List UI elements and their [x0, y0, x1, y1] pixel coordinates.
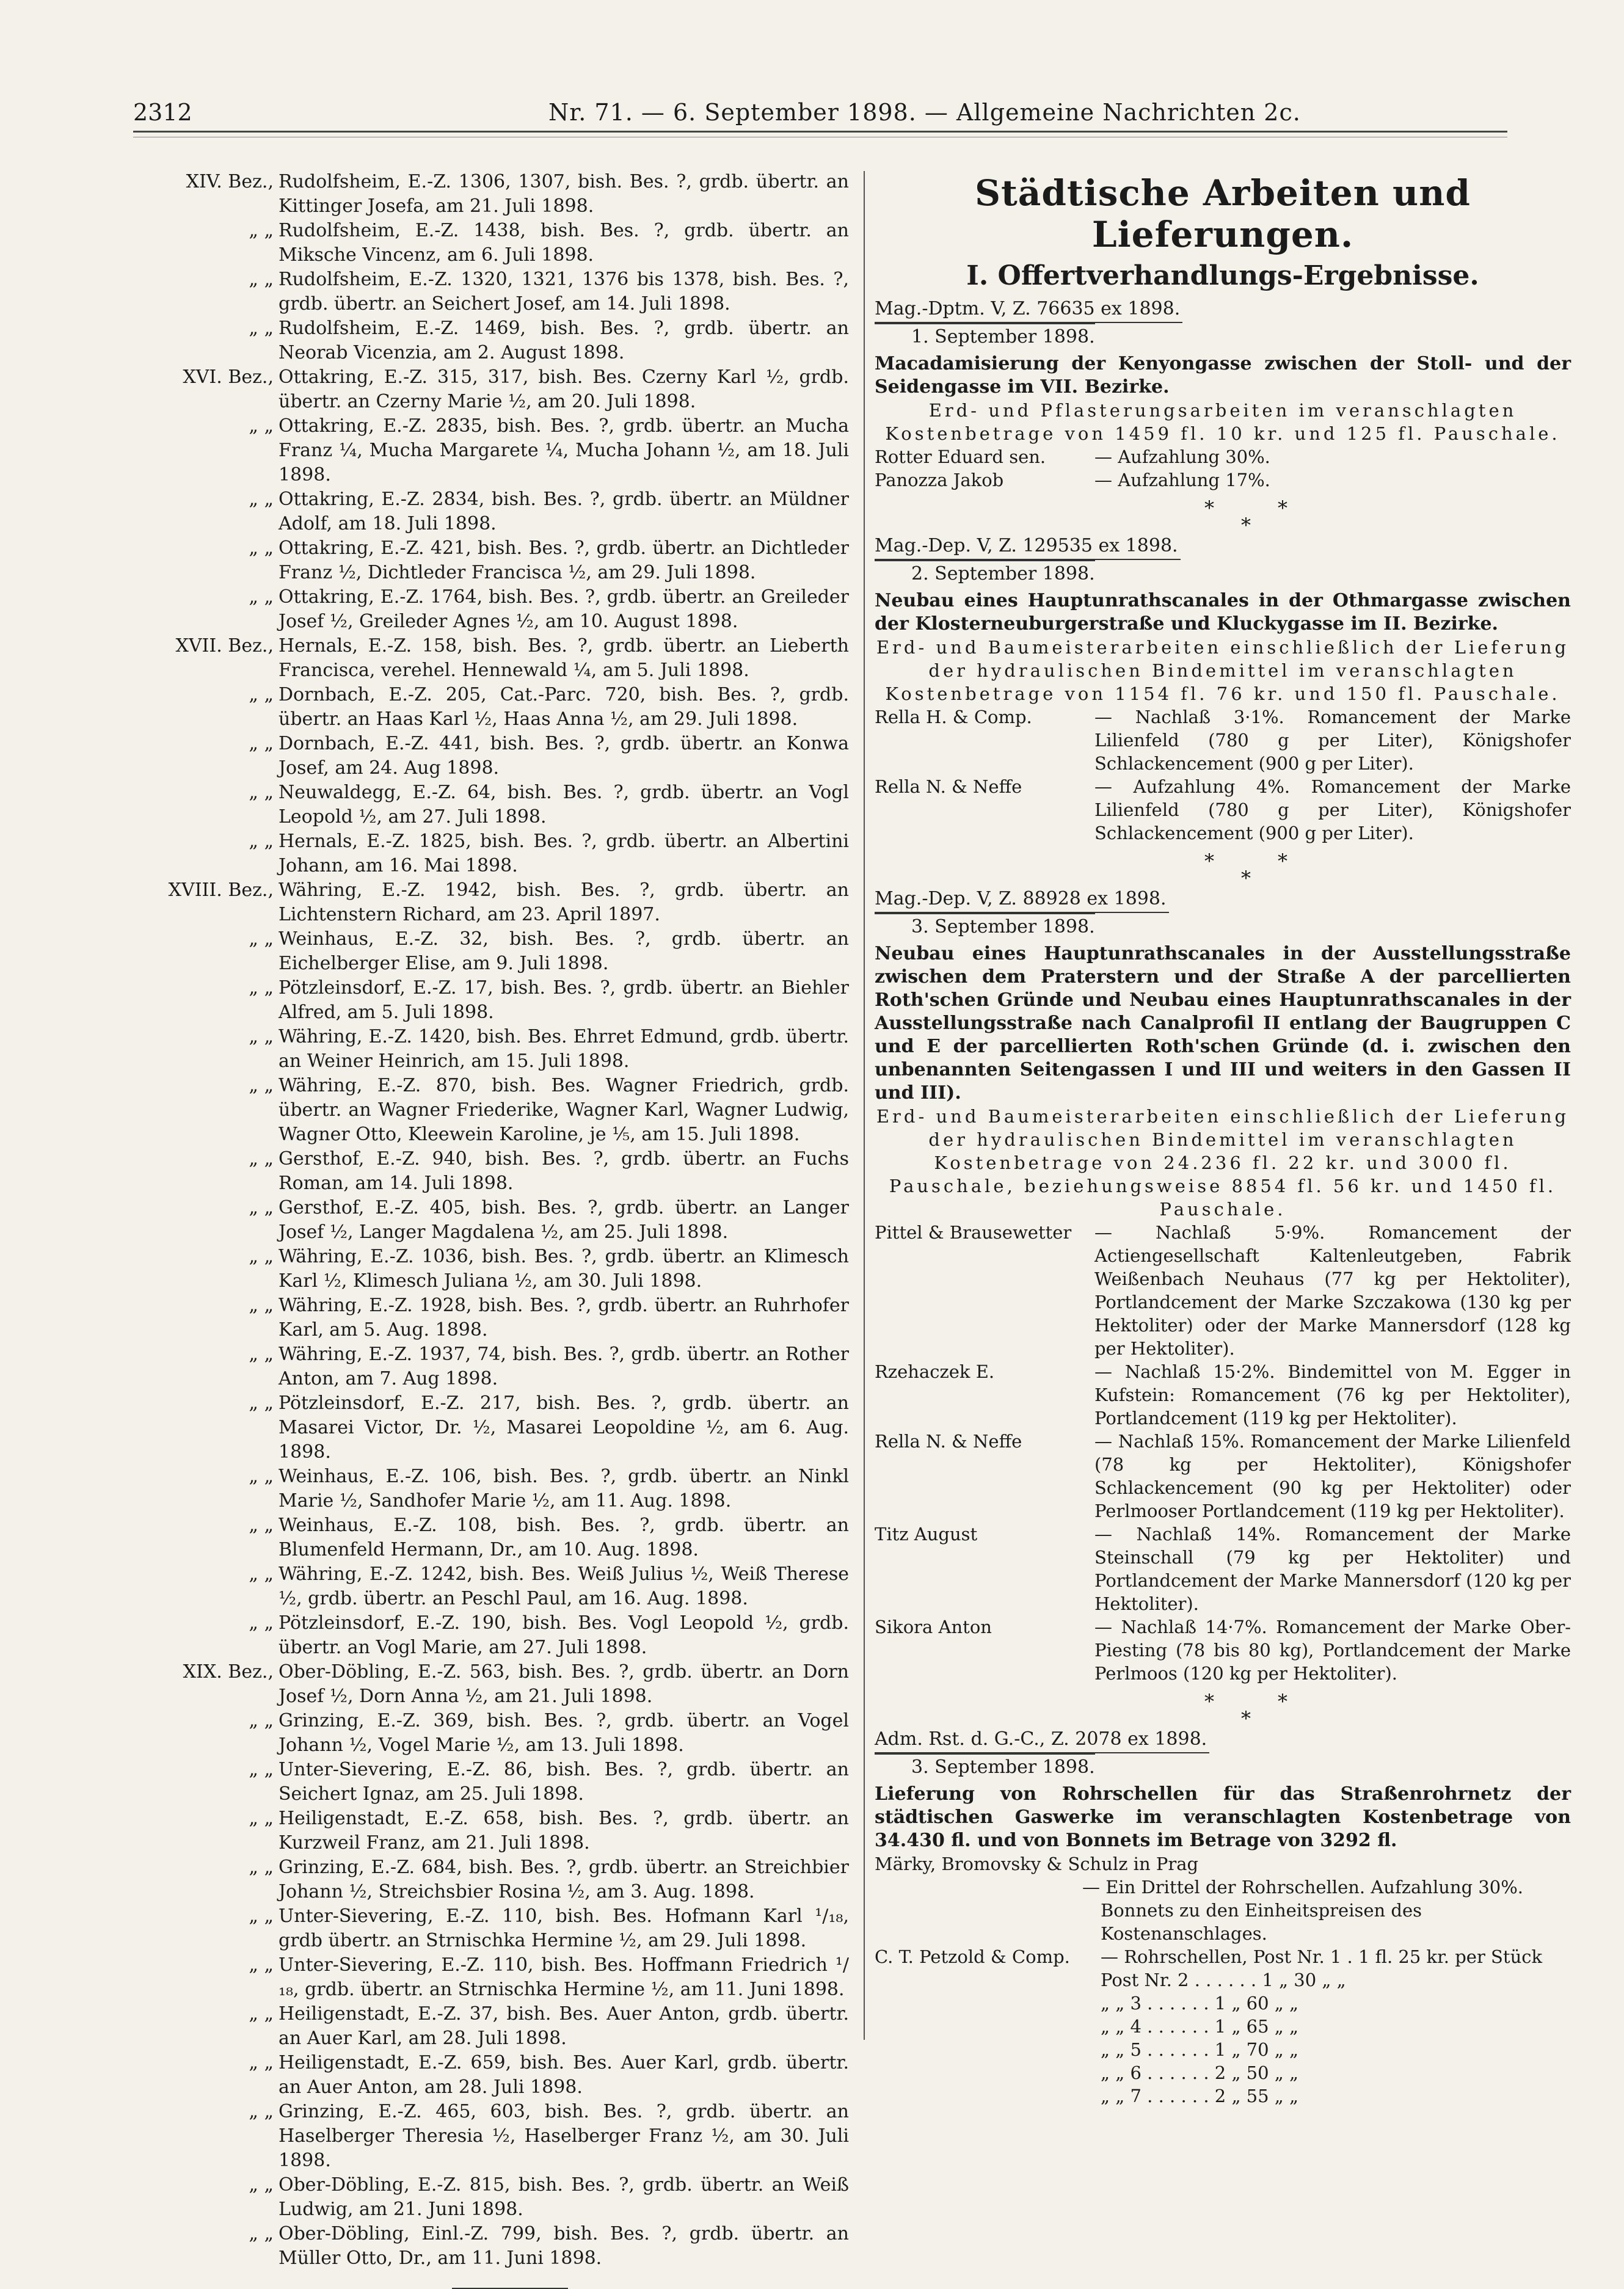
transfer-entry [153, 1660, 849, 1709]
transfer-text: Dornbach, E.-Z. 441, bish. Bes. ?, grdb. übertr. an Konwa Josef, am 24. Aug 1898. [279, 733, 849, 779]
transfer-entry [153, 1245, 849, 1294]
district-label: „ „ [249, 1295, 274, 1316]
district-label: „ „ [249, 1246, 274, 1267]
transfer-text: Pötzleinsdorf, E.-Z. 217, bish. Bes. ?, grdb. übertr. an Masarei Victor, Dr. ½, Masarei Leopoldine ½, am 6. Aug. 1898. [279, 1392, 849, 1463]
price-line: „ „ 7 . . . . . . 2 „ 55 „ „ [1101, 2086, 1299, 2106]
transfer-text: Rudolfsheim, E.-Z. 1469, bish. Bes. ?, grdb. übertr. an Neorab Vicenzia, am 2. August 1898. [279, 318, 849, 363]
star: * [1204, 850, 1214, 873]
district-label: „ „ [249, 1759, 274, 1780]
district-label: „ „ [249, 415, 274, 437]
transfer-text: Weinhaus, E.-Z. 106, bish. Bes. ?, grdb. übertr. an Ninkl Marie ½, Sandhofer Marie ½, am 11. Aug. 1898. [279, 1466, 849, 1512]
bid-detail: — Nachlaß 14%. Romancement der Marke Steinschall (79 kg per Hektoliter) und Portlandcement der Marke Mannersdorf (120 kg per Hektoliter). [1094, 1524, 1571, 1614]
district-label: „ „ [249, 1197, 274, 1218]
bidder-name: Titz August [875, 1524, 978, 1545]
price-line: „ „ 5 . . . . . . 1 „ 70 „ „ [1101, 2039, 1299, 2060]
bidder-name: Rotter Eduard sen. [875, 446, 1046, 467]
transfer-entry [153, 927, 849, 976]
tender-result-4 [875, 1728, 1571, 2108]
transfer-text: Ober-Döbling, E.-Z. 815, bish. Bes. ?, grdb. übertr. an Weiß Ludwig, am 21. Juni 1898. [279, 2174, 849, 2220]
transfer-entry [153, 219, 849, 267]
district-label: „ „ [249, 537, 274, 559]
transfer-text: Rudolfsheim, E.-Z. 1438, bish. Bes. ?, grdb. übertr. an Miksche Vincenz, am 6. Juli 1898. [279, 220, 849, 266]
bidder-name: Rella H. & Comp. [875, 707, 1032, 727]
transfer-text: Unter-Sievering, E.-Z. 110, bish. Bes. Hoffmann Friedrich ¹/₁₈, grdb. übertr. an Strnischka Hermine ½, am 11. Juni 1898. [279, 1954, 849, 2000]
tender-date: 2. September 1898. [875, 560, 1095, 586]
price-line: — Rohrschellen, Post Nr. 1 . 1 fl. 25 kr. per Stück [1101, 1946, 1543, 1967]
transfer-entry [153, 1904, 849, 1953]
district-label: „ „ [249, 1612, 274, 1634]
transfer-entry [153, 2002, 849, 2051]
bidder-name: C. T. Petzold & Comp. [875, 1946, 1070, 1967]
price-row [875, 1992, 1571, 2015]
district-label: XIX. Bez., [183, 1661, 274, 1683]
bidder-name: Märky, Bromovsky & Schulz in Prag [875, 1854, 1199, 1874]
transfer-entry [153, 170, 849, 219]
district-label: „ „ [249, 1392, 274, 1414]
bidder-name: Pittel & Brausewetter [875, 1222, 1072, 1243]
transfer-text: Grinzing, E.-Z. 465, 603, bish. Bes. ?, grdb. übertr. an Haselberger Theresia ½, Haselberger Franz ½, am 30. Juli 1898. [279, 2101, 849, 2171]
section-title: Städtische Arbeiten und Lieferungen. [975, 172, 1471, 255]
transfer-entry [153, 2173, 849, 2222]
bid-detail: — Nachlaß 14·7%. Romancement der Marke Ober-Piesting (78 bis 80 kg), Portlandcement der Marke Perlmoos (120 kg per Hektoliter). [1094, 1617, 1571, 1684]
transfer-entry [153, 732, 849, 781]
bid-detail: Bonnets zu den Einheitspreisen des Kostenanschlages. [1101, 1900, 1422, 1944]
transfer-text: Währing, E.-Z. 1420, bish. Bes. Ehrret Edmund, grdb. übertr. an Weiner Heinrich, am 15. Juli 1898. [279, 1026, 849, 1072]
price-line: „ „ 3 . . . . . . 1 „ 60 „ „ [1101, 1993, 1299, 2014]
price-row [875, 1968, 1571, 1992]
transfer-text: Heiligenstadt, E.-Z. 37, bish. Bes. Auer Anton, grdb. übertr. an Auer Karl, am 28. Juli 1898. [279, 2003, 849, 2049]
transfer-entry [153, 1807, 849, 1855]
price-row [875, 2038, 1571, 2061]
right-column-municipal-works [875, 170, 1571, 2108]
price-row [875, 1945, 1571, 1968]
tender-date: 3. September 1898. [875, 913, 1095, 939]
running-header [133, 92, 1507, 134]
reference-number: Mag.-Dptm. V, Z. 76635 ex 1898. [875, 297, 1182, 323]
transfer-entry [153, 585, 849, 634]
bid-detail: — Nachlaß 3·1%. Romancement der Marke Lilienfeld (780 g per Liter), Königshofer Schlackencement (900 g per Liter). [1094, 707, 1571, 774]
district-label: „ „ [249, 586, 274, 608]
tender-heading: Neubau eines Hauptunrathscanales in der Ausstellungsstraße zwischen dem Praterstern und der Straße A der parcellierten Roth'schen Gründe und Neubau eines Hauptunrathscanales in der Ausstellungsstraße nach Canalprofil II entlang der Baugruppen C und E der parcellierten Roth'schen Gründe (d. i. zwischen den unbenannten Seitengassen I und III und weiters in den Gassen II und III). [875, 943, 1571, 1104]
star: * [1241, 514, 1251, 537]
district-label: „ „ [249, 782, 274, 803]
transfer-entry [153, 976, 849, 1025]
transfer-entry [153, 1513, 849, 1562]
district-label: „ „ [249, 1905, 274, 1927]
district-label: „ „ [249, 2003, 274, 2025]
tender-result-2 [875, 534, 1571, 845]
offer-row [875, 1523, 1571, 1615]
district-label: XVIII. Bez., [168, 879, 274, 901]
section-separator-stars [875, 845, 1571, 890]
district-label: „ „ [249, 1857, 274, 1878]
transfer-text: Neuwaldegg, E.-Z. 64, bish. Bes. ?, grdb. übertr. an Vogl Leopold ½, am 27. Juli 1898. [279, 782, 849, 828]
section-subtitle: I. Offertverhandlungs-Ergebnisse. [966, 260, 1479, 291]
transfer-entry [153, 1562, 849, 1611]
transfer-entry [153, 1758, 849, 1807]
transfer-entry [153, 1465, 849, 1513]
star: * [1278, 497, 1287, 520]
reference-number: Mag.-Dep. V, Z. 129535 ex 1898. [875, 534, 1181, 560]
star: * [1241, 1707, 1251, 1730]
bid-detail: — Nachlaß 5·9%. Romancement der Actiengesellschaft Kaltenleutgeben, Fabrik Weißenbach Neuhaus (77 kg per Hektoliter), Portlandcement der Marke Szczakowa (130 kg per Hektoliter) oder der Marke Mannersdorf (128 kg per Hektoliter). [1094, 1222, 1571, 1359]
transfer-entry [153, 2100, 849, 2173]
transfer-text: Ober-Döbling, E.-Z. 563, bish. Bes. ?, grdb. übertr. an Dorn Josef ½, Dorn Anna ½, am 21. Juli 1898. [279, 1661, 849, 1707]
district-label: „ „ [249, 1026, 274, 1047]
transfer-text: Ottakring, E.-Z. 2835, bish. Bes. ?, grdb. übertr. an Mucha Franz ¼, Mucha Margarete ¼, Mucha Johann ½, am 18. Juli 1898. [279, 415, 849, 486]
district-label: „ „ [249, 1075, 274, 1096]
offer-row [875, 445, 1571, 468]
transfer-entry [153, 316, 849, 365]
price-row [875, 2015, 1571, 2038]
transfer-entry [153, 781, 849, 829]
header-rule [133, 131, 1507, 133]
district-label: „ „ [249, 2223, 274, 2244]
district-label: „ „ [249, 1954, 274, 1976]
transfer-text: Ottakring, E.-Z. 421, bish. Bes. ?, grdb. übertr. an Dichtleder Franz ½, Dichtleder Francisca ½, am 29. Juli 1898. [279, 537, 849, 583]
transfer-entry [153, 634, 849, 683]
transfer-entry [153, 267, 849, 316]
bid-detail: — Aufzahlung 4%. Romancement der Marke Lilienfeld (780 g per Liter), Königshofer Schlackencement (900 g per Liter). [1094, 776, 1571, 843]
bidder-name: Sikora Anton [875, 1617, 992, 1637]
transfer-text: Grinzing, E.-Z. 369, bish. Bes. ?, grdb. übertr. an Vogel Johann ½, Vogel Marie ½, am 13. Juli 1898. [279, 1710, 849, 1756]
transfer-text: Grinzing, E.-Z. 684, bish. Bes. ?, grdb. übertr. an Streichbier Johann ½, Streichsbier Rosina ½, am 3. Aug. 1898. [279, 1857, 849, 1902]
bidder-name: Rzehaczek E. [875, 1361, 995, 1382]
offer-row [875, 1360, 1571, 1430]
offer-row [875, 1221, 1571, 1360]
transfer-text: Gersthof, E.-Z. 940, bish. Bes. ?, grdb. übertr. an Fuchs Roman, am 14. Juli 1898. [279, 1148, 849, 1194]
tender-date: 1. September 1898. [875, 323, 1095, 349]
page-number: 2312 [133, 99, 192, 126]
tender-result-3 [875, 887, 1571, 1685]
transfer-text: Währing, E.-Z. 1036, bish. Bes. ?, grdb. übertr. an Klimesch Karl ½, Klimesch Juliana ½, am 30. Juli 1898. [279, 1246, 849, 1292]
transfer-text: Pötzleinsdorf, E.-Z. 190, bish. Bes. Vogl Leopold ½, grdb. übertr. an Vogl Marie, am 27. Juli 1898. [279, 1612, 849, 1658]
district-label: „ „ [249, 318, 274, 339]
star: * [1204, 497, 1214, 520]
bid-detail: — Nachlaß 15·2%. Bindemittel von M. Egger in Kufstein: Romancement (76 kg per Hektoliter), Portlandcement (119 kg per Hektoliter). [1094, 1361, 1571, 1428]
transfer-entry [153, 1855, 849, 1904]
transfer-entry [153, 414, 849, 487]
tender-spec: Erd- und Baumeisterarbeiten einschließlich der Lieferung der hydraulischen Bindemittel im veranschlagten Kostenbetrage von 1154 fl. 76 kr. und 150 fl. Pauschale. [876, 637, 1570, 704]
district-label: „ „ [249, 733, 274, 754]
transfer-entry [153, 536, 849, 585]
reference-number: Adm. Rst. d. G.-C., Z. 2078 ex 1898. [875, 1728, 1209, 1753]
bidder-name: Rella N. & Neffe [875, 776, 1022, 797]
tender-date: 3. September 1898. [875, 1753, 1095, 1779]
district-label: „ „ [249, 220, 274, 241]
district-label: „ „ [249, 831, 274, 852]
transfer-text: Dornbach, E.-Z. 205, Cat.-Parc. 720, bish. Bes. ?, grdb. übertr. an Haas Karl ½, Haas Anna ½, am 29. Juli 1898. [279, 684, 849, 730]
tender-spec: Erd- und Baumeisterarbeiten einschließlich der Lieferung der hydraulischen Bindemittel im veranschlagten Kostenbetrage von 24.236 fl. 22 kr. und 3000 fl. Pauschale, beziehungsweise 8854 fl. 56 kr. und 1450 fl. Pauschale. [876, 1106, 1570, 1220]
transfer-text: Hernals, E.-Z. 158, bish. Bes. ?, grdb. übertr. an Lieberth Francisca, verehel. Hennewald ¼, am 5. Juli 1898. [279, 635, 849, 681]
transfer-text: Währing, E.-Z. 870, bish. Bes. Wagner Friedrich, grdb. übertr. an Wagner Friederike, Wagner Karl, Wagner Ludwig, Wagner Otto, Kleewein Karoline, je ⅕, am 15. Juli 1898. [279, 1075, 849, 1145]
transfer-text: Weinhaus, E.-Z. 108, bish. Bes. ?, grdb. übertr. an Blumenfeld Hermann, Dr., am 10. Aug. 1898. [279, 1515, 849, 1560]
transfer-text: Unter-Sievering, E.-Z. 110, bish. Bes. Hofmann Karl ¹/₁₈, grdb übertr. an Strnischka Hermine ½, am 29. Juli 1898. [279, 1905, 849, 1951]
district-label: „ „ [249, 928, 274, 950]
transfer-entry [153, 878, 849, 927]
district-label: „ „ [249, 1148, 274, 1170]
district-label: „ „ [249, 1808, 274, 1829]
bidder-name: Panozza Jakob [875, 470, 1004, 490]
bid-detail: — Ein Drittel der Rohrschellen. Aufzahlung 30%. [1082, 1877, 1524, 1898]
transfer-entry [153, 1147, 849, 1196]
district-label: „ „ [249, 1344, 274, 1365]
transfer-text: Pötzleinsdorf, E.-Z. 17, bish. Bes. ?, grdb. übertr. an Biehler Alfred, am 5. Juli 1898. [279, 977, 849, 1023]
tender-result-1 [875, 297, 1571, 492]
transfer-entry [153, 1196, 849, 1245]
transfer-text: Ottakring, E.-Z. 315, 317, bish. Bes. Czerny Karl ½, grdb. übertr. an Czerny Marie ½, am 20. Juli 1898. [279, 366, 849, 412]
tender-heading: Macadamisierung der Kenyongasse zwischen der Stoll- und der Seidengasse im VII. Bezirke. [875, 353, 1571, 398]
transfer-text: Rudolfsheim, E.-Z. 1320, 1321, 1376 bis 1378, bish. Bes. ?, grdb. übertr. an Seichert Josef, am 14. Juli 1898. [279, 269, 849, 315]
transfer-entry [153, 1709, 849, 1758]
district-label: „ „ [249, 2174, 274, 2196]
offer-row [875, 775, 1571, 845]
price-line: „ „ 4 . . . . . . 1 „ 65 „ „ [1101, 2016, 1299, 2037]
offer-row [875, 705, 1571, 775]
offer-row [875, 1615, 1571, 1685]
price-row [875, 2061, 1571, 2084]
transfer-entry [153, 683, 849, 732]
transfer-entry [153, 1953, 849, 2002]
section-separator-stars [875, 1685, 1571, 1728]
transfer-entry [153, 2222, 849, 2271]
district-label: „ „ [249, 977, 274, 999]
column-divider [864, 171, 865, 2040]
district-label: XIV. Bez., [186, 171, 274, 192]
district-label: „ „ [249, 2052, 274, 2073]
running-title: Nr. 71. — 6. September 1898. — Allgemeine Nachrichten 2c. [548, 99, 1301, 126]
district-label: „ „ [249, 1563, 274, 1585]
star: * [1278, 850, 1287, 873]
transfer-entry [153, 1074, 849, 1147]
section-separator-stars [875, 492, 1571, 537]
transfer-entry [153, 1025, 849, 1074]
star: * [1241, 867, 1251, 890]
bid-detail: — Aufzahlung 17%. [1094, 470, 1270, 490]
star: * [1204, 1690, 1214, 1713]
transfer-text: Währing, E.-Z. 1242, bish. Bes. Weiß Julius ½, Weiß Therese ½, grdb. übertr. an Peschl Paul, am 16. Aug. 1898. [279, 1563, 849, 1609]
tender-heading: Neubau eines Hauptunrathscanales in der Othmargasse zwischen der Klosterneuburgerstraße und Kluckygasse im II. Bezirke. [875, 590, 1571, 635]
district-label: XVI. Bez., [183, 366, 274, 388]
offer-row [875, 1430, 1571, 1523]
transfer-text: Ober-Döbling, Einl.-Z. 799, bish. Bes. ?, grdb. übertr. an Müller Otto, Dr., am 11. Juni 1898. [279, 2223, 849, 2269]
price-line: Post Nr. 2 . . . . . . 1 „ 30 „ „ [1101, 1970, 1346, 1990]
bid-detail: — Nachlaß 15%. Romancement der Marke Lilienfeld (78 kg per Hektoliter), Königshofer Schlackencement (90 kg per Hektoliter) oder Perlmooser Portlandcement (119 kg per Hektoliter). [1094, 1431, 1571, 1521]
transfer-text: Ottakring, E.-Z. 2834, bish. Bes. ?, grdb. übertr. an Müldner Adolf, am 18. Juli 1898. [279, 489, 849, 534]
transfer-entry [153, 1391, 849, 1465]
district-label: „ „ [249, 489, 274, 510]
reference-number: Mag.-Dep. V, Z. 88928 ex 1898. [875, 887, 1169, 913]
district-label: „ „ [249, 269, 274, 290]
transfer-entry [153, 1294, 849, 1342]
transfer-text: Hernals, E.-Z. 1825, bish. Bes. ?, grdb. übertr. an Albertini Johann, am 16. Mai 1898. [279, 831, 849, 876]
district-label: „ „ [249, 2101, 274, 2122]
district-label: „ „ [249, 1710, 274, 1731]
transfer-text: Heiligenstadt, E.-Z. 659, bish. Bes. Auer Karl, grdb. übertr. an Auer Anton, am 28. Juli 1898. [279, 2052, 849, 2098]
transfer-entry [153, 1611, 849, 1660]
left-column-property-transfers [153, 170, 849, 2289]
bid-detail: — Aufzahlung 30%. [1094, 446, 1270, 467]
price-line: „ „ 6 . . . . . . 2 „ 50 „ „ [1101, 2062, 1299, 2083]
district-label: „ „ [249, 1515, 274, 1536]
transfer-text: Währing, E.-Z. 1942, bish. Bes. ?, grdb. übertr. an Lichtenstern Richard, am 23. April 1897. [279, 879, 849, 925]
transfer-text: Weinhaus, E.-Z. 32, bish. Bes. ?, grdb. übertr. an Eichelberger Elise, am 9. Juli 1898. [279, 928, 849, 974]
transfer-entry [153, 1342, 849, 1391]
transfer-text: Rudolfsheim, E.-Z. 1306, 1307, bish. Bes. ?, grdb. übertr. an Kittinger Josefa, am 21. Juli 1898. [279, 171, 849, 217]
transfer-entry [153, 829, 849, 878]
district-label: XVII. Bez., [175, 635, 274, 657]
transfer-entry [153, 2051, 849, 2100]
transfer-text: Heiligenstadt, E.-Z. 658, bish. Bes. ?, grdb. übertr. an Kurzweil Franz, am 21. Juli 1898. [279, 1808, 849, 1854]
transfer-text: Unter-Sievering, E.-Z. 86, bish. Bes. ?, grdb. übertr. an Seichert Ignaz, am 25. Juli 1898. [279, 1759, 849, 1805]
tender-heading: Lieferung von Rohrschellen für das Straßenrohrnetz der städtischen Gaswerke im veranschlagten Kostenbetrage von 34.430 fl. und von Bonnets im Betrage von 3292 fl. [875, 1783, 1571, 1851]
transfer-entry [153, 365, 849, 414]
star: * [1278, 1690, 1287, 1713]
transfer-entry [153, 487, 849, 536]
price-row [875, 2084, 1571, 2108]
district-label: „ „ [249, 1466, 274, 1487]
transfer-text: Währing, E.-Z. 1937, 74, bish. Bes. ?, grdb. übertr. an Rother Anton, am 7. Aug 1898. [279, 1344, 849, 1389]
offer-row [875, 468, 1571, 492]
transfer-text: Gersthof, E.-Z. 405, bish. Bes. ?, grdb. übertr. an Langer Josef ½, Langer Magdalena ½, am 25. Juli 1898. [279, 1197, 849, 1243]
transfer-text: Ottakring, E.-Z. 1764, bish. Bes. ?, grdb. übertr. an Greileder Josef ½, Greileder Agnes ½, am 10. August 1898. [279, 586, 849, 632]
district-label: „ „ [249, 684, 274, 705]
tender-spec: Erd- und Pflasterungsarbeiten im veranschlagten Kostenbetrage von 1459 fl. 10 kr. und 125 fl. Pauschale. [885, 400, 1560, 444]
transfer-text: Währing, E.-Z. 1928, bish. Bes. ?, grdb. übertr. an Ruhrhofer Karl, am 5. Aug. 1898. [279, 1295, 849, 1341]
bidder-name: Rella N. & Neffe [875, 1431, 1022, 1452]
